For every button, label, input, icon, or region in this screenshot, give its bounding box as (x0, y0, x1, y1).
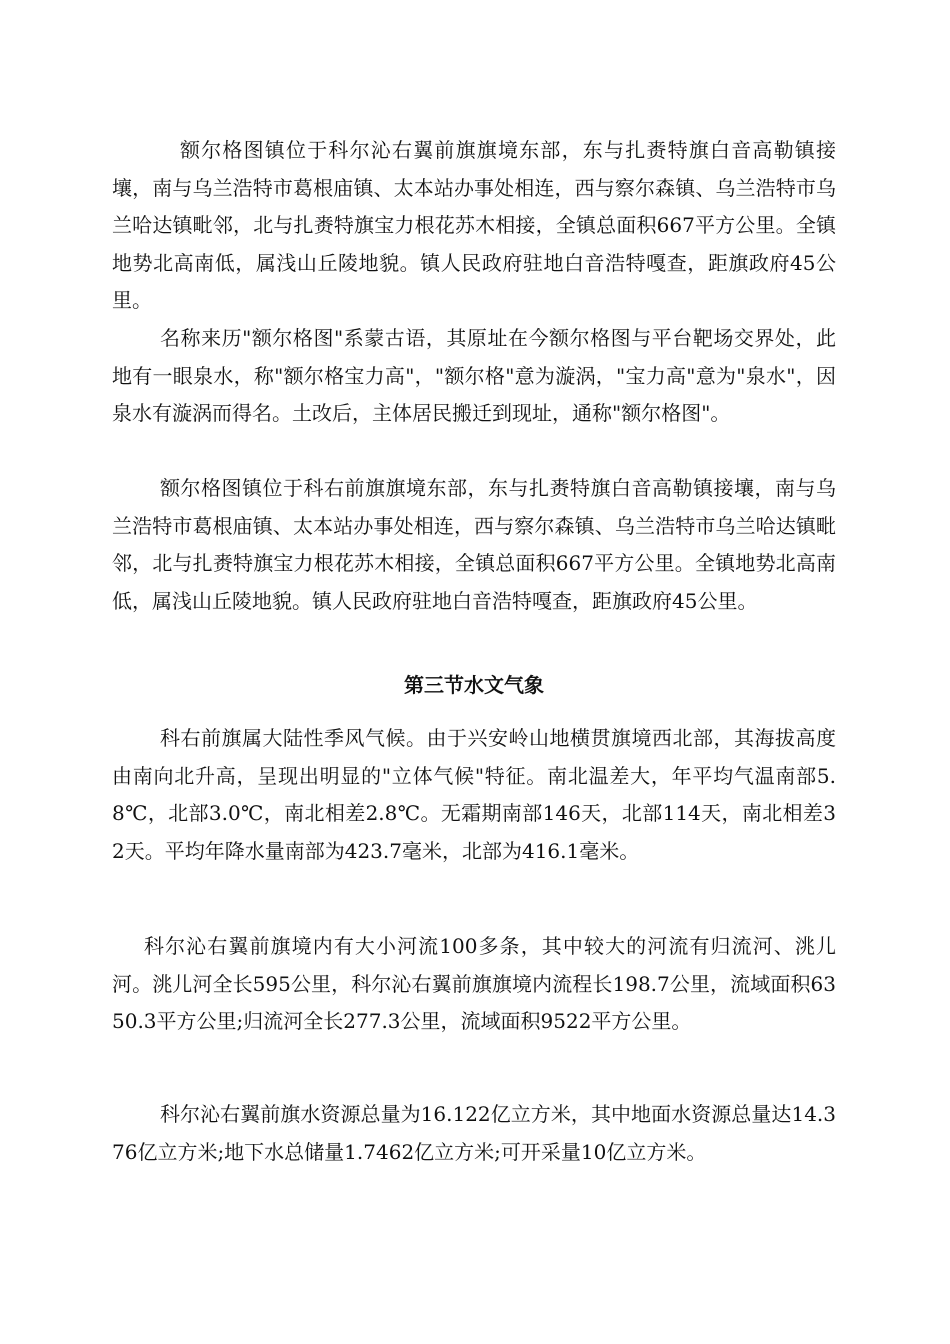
paragraph-climate: 科右前旗属大陆性季风气候。由于兴安岭山地横贯旗境西北部，其海拔高度由南向北升高，呈现出明显的"立体气候"特征。南北温差大，年平均气温南部5.8℃，北部3.0℃，南北相差2.8℃。无霜期南部146天，北部114天，南北相差32天。平均年降水量南部为423.7毫米，北部为416.1毫米。 (112, 726, 836, 863)
paragraph-name-origin: 名称来历"额尔格图"系蒙古语，其原址在今额尔格图与平台靶场交界处，此地有一眼泉水，称"额尔格宝力高"，"额尔格"意为漩涡，"宝力高"意为"泉水"，因泉水有漩涡而得名。土改后，主体居民搬迁到现址，通称"额尔格图"。 (112, 326, 836, 426)
paragraph-water-resources: 科尔沁右翼前旗水资源总量为16.122亿立方米，其中地面水资源总量达14.376亿立方米;地下水总储量1.7462亿立方米;可开采量10亿立方米。 (112, 1102, 836, 1164)
paragraph-rivers: 科尔沁右翼前旗境内有大小河流100多条，其中较大的河流有归流河、洮儿河。洮儿河全长595公里，科尔沁右翼前旗旗境内流程长198.7公里，流域面积6350.3平方公里;归流河全长277.3公里，流域面积9522平方公里。 (112, 934, 836, 1034)
paragraph-location-repeat: 额尔格图镇位于科右前旗旗境东部，东与扎赉特旗白音高勒镇接壤，南与乌兰浩特市葛根庙镇、太本站办事处相连，西与察尔森镇、乌兰浩特市乌兰哈达镇毗邻，北与扎赉特旗宝力根花苏木相接，全镇总面积667平方公里。全镇地势北高南低，属浅山丘陵地貌。镇人民政府驻地白音浩特嘎查，距旗政府45公里。 (112, 476, 836, 613)
paragraph-location: 额尔格图镇位于科尔沁右翼前旗旗境东部，东与扎赉特旗白音高勒镇接壤，南与乌兰浩特市葛根庙镇、太本站办事处相连，西与察尔森镇、乌兰浩特市乌兰哈达镇毗邻，北与扎赉特旗宝力根花苏木相接，全镇总面积667平方公里。全镇地势北高南低，属浅山丘陵地貌。镇人民政府驻地白音浩特嘎查，距旗政府45公里。 (112, 138, 836, 313)
section-heading: 第三节水文气象 (404, 673, 544, 697)
